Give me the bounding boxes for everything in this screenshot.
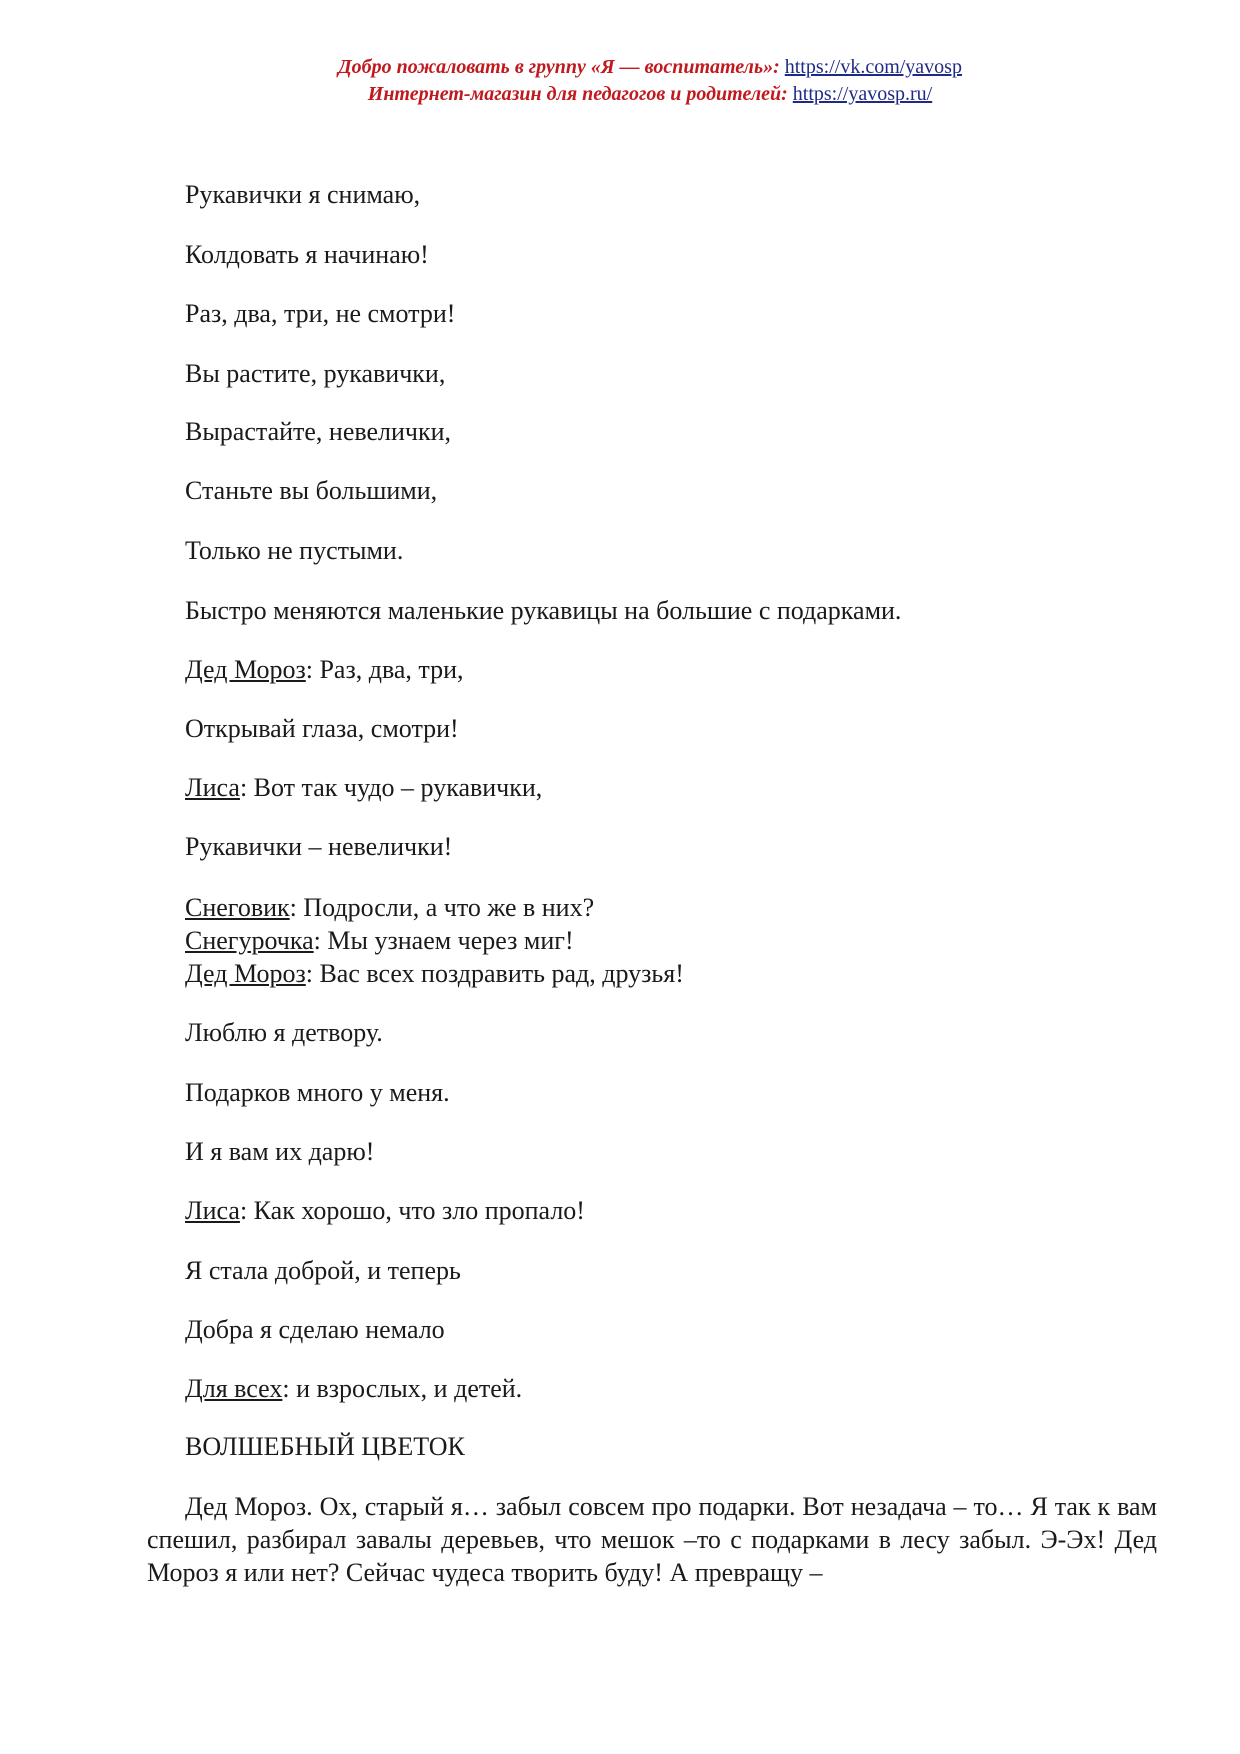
speaker-name: Для всех (185, 1374, 283, 1403)
speaker-name: Дед Мороз (185, 959, 306, 988)
line-text: Я стала доброй, и теперь (185, 1256, 461, 1285)
section-heading (185, 1430, 465, 1464)
verse-line (185, 474, 437, 508)
promo-line-1 (0, 54, 1240, 81)
line-text: : Вас всех поздравить рад, друзья! (305, 959, 684, 988)
line-text: Люблю я детвору. (185, 1018, 383, 1047)
dialogue-line (185, 1194, 585, 1228)
promo-header (0, 54, 1240, 108)
verse-line (185, 178, 420, 212)
line-text: Только не пустыми. (185, 536, 404, 565)
line-text: : Как хорошо, что зло пропало! (239, 1196, 585, 1225)
speaker-name: Снеговик (185, 893, 290, 922)
vk-group-link[interactable]: https://vk.com/yavosp (784, 56, 962, 78)
line-text: Добра я сделаю немало (185, 1315, 445, 1344)
line-text: Вы растите, рукавички, (185, 359, 446, 388)
speaker-name: Лиса (185, 773, 240, 802)
line-text: Вырастайте, невелички, (185, 417, 452, 446)
dialogue-line (185, 924, 574, 958)
stage-direction (185, 594, 901, 628)
verse-line (185, 297, 455, 331)
speaker-name: Лиса (185, 1196, 240, 1225)
verse-line (185, 830, 452, 864)
line-text: Подарков много у меня. (185, 1078, 450, 1107)
dialogue-line (185, 891, 594, 925)
verse-line (185, 1254, 461, 1288)
verse-line (185, 1076, 450, 1110)
line-text: : и взрослых, и детей. (282, 1374, 523, 1403)
verse-line (185, 238, 429, 272)
shop-link[interactable]: https://yavosp.ru/ (792, 83, 933, 105)
final-paragraph: Дед Мороз. Ох, старый я… забыл совсем про подарки. Вот незадача – то… Я так к вам спешил, разбирал завалы деревьев, что мешок –то с подарками в лесу забыл. Э-Эх! Дед Мороз я или нет? Сейчас чудеса творить буду! А превращу – (147, 1492, 1157, 1587)
dialogue-line (185, 957, 684, 991)
line-text: : Раз, два, три, (305, 655, 464, 684)
promo-line-2 (0, 81, 1240, 108)
line-text: Рукавички – невелички! (185, 832, 453, 861)
verse-line (185, 1135, 374, 1169)
line-text: Открывай глаза, смотри! (185, 714, 459, 743)
dialogue-line (185, 653, 464, 687)
line-text: Станьте вы большими, (185, 476, 438, 505)
verse-line (185, 415, 451, 449)
line-text: Колдовать я начинаю! (185, 240, 429, 269)
promo-text-2: Интернет-магазин для педагогов и родителей: (367, 83, 788, 105)
line-text: ВОЛШЕБНЫЙ ЦВЕТОК (185, 1432, 465, 1461)
line-text: Раз, два, три, не смотри! (185, 299, 456, 328)
line-text: И я вам их дарю! (185, 1137, 375, 1166)
promo-text-1: Добро пожаловать в группу «Я — воспитатель»: (338, 56, 780, 78)
dialogue-line (185, 771, 542, 805)
verse-line (185, 1016, 383, 1050)
verse-line (185, 534, 403, 568)
verse-line (185, 712, 459, 746)
line-text: Быстро меняются маленькие рукавицы на большие с подарками. (185, 596, 902, 625)
line-text: : Вот так чудо – рукавички, (239, 773, 543, 802)
verse-line (185, 1313, 445, 1347)
line-text: Рукавички я снимаю, (185, 180, 421, 209)
line-text: : Мы узнаем через миг! (313, 926, 574, 955)
verse-line (185, 357, 445, 391)
speaker-name: Снегурочка (185, 926, 314, 955)
line-text: : Подросли, а что же в них? (289, 893, 595, 922)
speaker-name: Дед Мороз (185, 655, 306, 684)
dialogue-line (185, 1372, 522, 1406)
